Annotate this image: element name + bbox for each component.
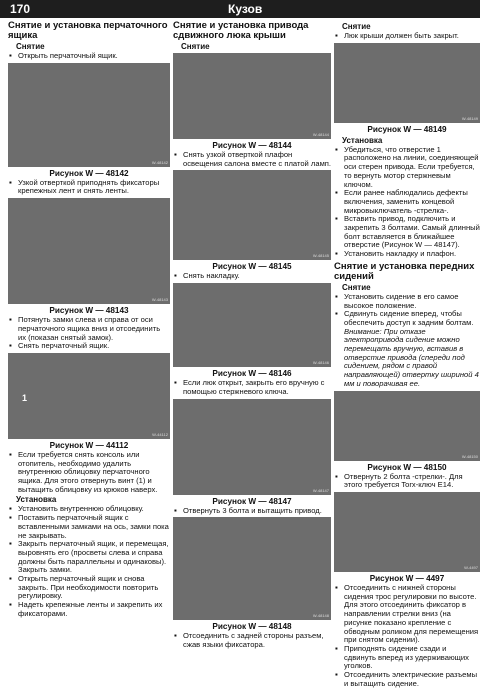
page-number: 170 (10, 2, 31, 16)
step: ▪ Отвернуть 2 болта -стрелки-. Для этого требуется Torx-ключ E14. (334, 473, 480, 490)
step: ▪ Приподнять сидение сзади и сдвинуть вперед из удерживающих уголков. (334, 645, 480, 671)
step: ▪ Установить внутреннюю облицовку. (8, 505, 170, 514)
step: ▪ Если требуется снять консоль или отопитель, необходимо удалить внутреннюю облицовку перчаточного ящика. Для этого отвернуть винт (1) и вытащить облицовку из крюков наверх. (8, 451, 170, 495)
photo: W-48150 (334, 391, 480, 461)
subheading: Установка (16, 495, 57, 505)
step: ▪ Закрыть перчаточный ящик, и перемещая, выровнять его (просветы слева и справа должны быть параллельны и одинаковы). Закрыть замки. (8, 540, 170, 575)
step: ▪ Снять перчаточный ящик. (8, 342, 170, 351)
column-2 (173, 21, 331, 650)
photo: 1 W-44112 (8, 353, 170, 439)
column-1 (8, 21, 170, 619)
photo: W-48144 (173, 53, 331, 139)
subheading: Снятие (342, 22, 371, 31)
figure-caption: Рисунок W — 48142 (49, 168, 129, 178)
subheading: Снятие (181, 42, 210, 51)
figure-caption: Рисунок W — 48144 (212, 141, 292, 150)
page-header (0, 0, 480, 18)
step: ▪ Потянуть замки слева и справа от оси перчаточного ящика вниз и отсоединить их (показан снятый замок). (8, 316, 170, 342)
column-3 (334, 21, 480, 688)
step: ▪ Открыть перчаточный ящик. (8, 52, 170, 61)
photo: W-48148 (173, 517, 331, 620)
step: ▪ Снять узкой отверткой плафон освещения салона вместе с платой ламп. (173, 151, 331, 168)
step: ▪ Отсоединить электрические разъемы и вытащить сидение. (334, 671, 480, 688)
section-heading: Снятие и установка перчаточного ящика (8, 20, 168, 41)
step: ▪ Узкой отверткой приподнять фиксаторы крепежных лент и снять ленты. (8, 179, 170, 196)
photo: W-48146 (173, 283, 331, 367)
figure-caption: Рисунок W — 48146 (212, 369, 292, 379)
photo: W-48142 (8, 63, 170, 167)
figure-caption: Рисунок W — 48145 (212, 262, 292, 272)
step: ▪ Отсоединить с нижней стороны сидения трос регулировки по высоте. Для этого отсоединить фиксатор в направлении стрелки вниз (на рисунке показано крепление с обводным роликом для перемещения при снятом сидении). (334, 584, 480, 645)
step: ▪ Поставить перчаточный ящик с вставленными замками на ось, замки пока не закрывать. (8, 514, 170, 540)
warning-note: Внимание: При отказе электропривода сидение можно перемещать вручную, вставив в отверстие привода (спереди под сидением, рядом с правой направляющей) отвертку шириной 4 мм и поворачивая ее. (344, 326, 479, 388)
subheading: Установка (342, 135, 383, 145)
figure-caption: Рисунок W — 48150 (367, 462, 447, 472)
step: ▪ Снять накладку. (173, 272, 331, 281)
step: ▪ Вставить привод, подключить и закрепить 3 болтами. Самый длинный болт вставляется в ближайшее отверстие (Рисунок W — 48147). (334, 215, 480, 250)
figure-caption: Рисунок W — 48148 (212, 622, 292, 632)
photo: W-48147 (173, 399, 331, 495)
subheading: Снятие (16, 42, 45, 51)
section-heading: Снятие и установка привода сдвижного люка крыши (173, 20, 309, 41)
section-title: Кузов (228, 2, 263, 16)
photo: W-48145 (173, 170, 331, 260)
step: ▪ Если ранее наблюдались дефекты включения, заменить концевой микровыключатель -стрелка-. (334, 189, 480, 215)
photo: W-4497 (334, 492, 480, 572)
step: ▪ Установить накладку и плафон. (334, 250, 480, 259)
step: ▪ Убедиться, что отверстие 1 расположено на линии, соединяющей оси стерен привода. Если требуется, то вернуть мотор стержневым ключом. (334, 146, 480, 190)
figure-caption: Рисунок W — 48147 (212, 496, 292, 506)
figure-caption: Рисунок W — 4497 (369, 573, 445, 583)
figure-caption: Рисунок W — 48149 (367, 124, 447, 134)
callout-label: 1 (22, 392, 28, 403)
step: ▪ Открыть перчаточный ящик и снова закрыть. При необходимости повторить регулировку. (8, 575, 170, 601)
step: ▪ Сдвинуть сидение вперед, чтобы обеспечить доступ к задним болтам. (334, 310, 480, 327)
subheading: Снятие (342, 282, 371, 292)
step: ▪ Отсоединить с задней стороны разъем, сжав языки фиксатора. (173, 632, 331, 649)
section-heading: Снятие и установка передних сидений (334, 260, 475, 282)
step: ▪ Установить сидение в его самое высокое положение. (334, 293, 480, 310)
step: ▪ Отвернуть 3 болта и вытащить привод. (173, 507, 331, 516)
figure-caption: Рисунок W — 44112 (49, 440, 129, 450)
photo: W-48143 (8, 198, 170, 304)
step: ▪ Надеть крепежные ленты и закрепить их фиксаторами. (8, 601, 170, 618)
figure-caption: Рисунок W — 48143 (49, 306, 129, 316)
step: ▪ Люк крыши должен быть закрыт. (334, 32, 480, 41)
photo: W-48149 (334, 43, 480, 123)
step: ▪ Если люк открыт, закрыть его вручную с помощью стержневого ключа. (173, 379, 331, 396)
